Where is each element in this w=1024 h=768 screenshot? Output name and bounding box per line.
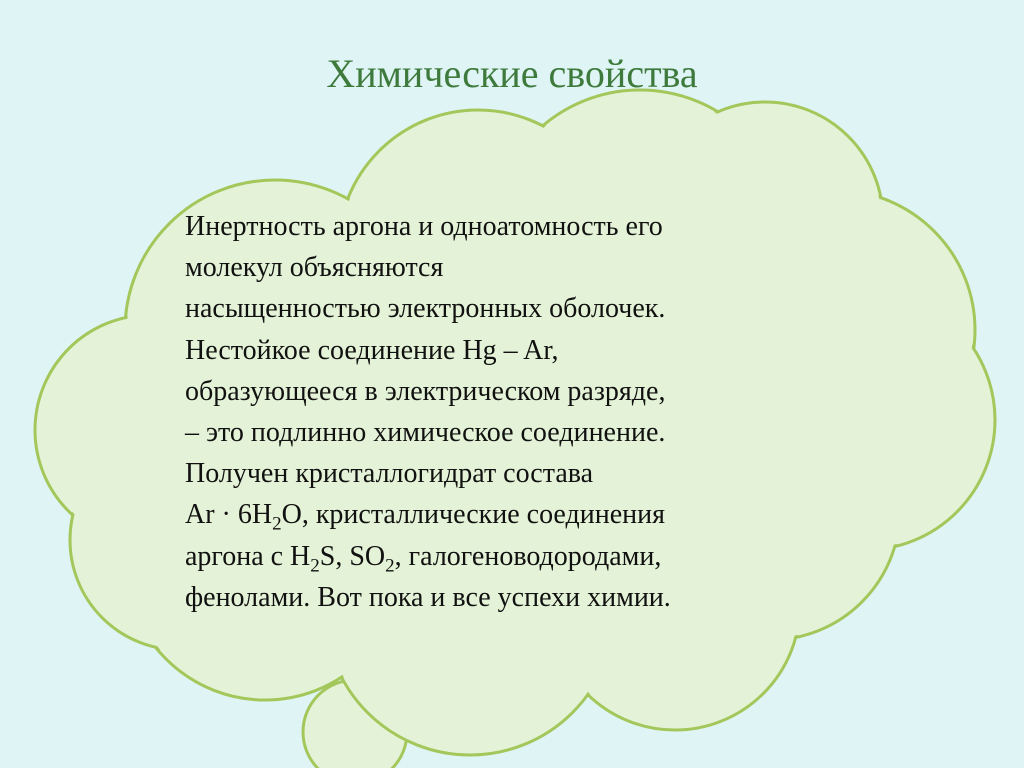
body-line: Инертность аргона и одноатомность его [185, 211, 663, 242]
body-line: образующееся в электрическом разряде, [185, 375, 666, 407]
formula-prefix: Ar · 6H [185, 499, 273, 531]
compounds-part1: аргона с H [185, 540, 311, 572]
body-line: насыщенностью электронных оболочек. [185, 293, 666, 325]
compounds-subscript-2: 2 [385, 555, 395, 577]
formula-line [185, 494, 825, 535]
body-line: – это подлинно химическое соединение. [185, 417, 666, 449]
formula-suffix: O, кристаллические соединения [281, 499, 665, 531]
body-line-last: фенолами. Вот пока и все успехи химии. [185, 581, 671, 613]
body-line: Получен кристаллогидрат состава [185, 458, 594, 490]
body-line: молекул объясняются [185, 252, 444, 284]
formula-subscript: 2 [272, 514, 282, 536]
slide-title: Химические свойства [326, 51, 698, 96]
compounds-subscript-1: 2 [310, 555, 320, 577]
body-line: Нестойкое соединение Hg – Ar, [185, 334, 559, 366]
compounds-part2: S, SO [319, 540, 386, 572]
body-text [185, 206, 825, 618]
compounds-part3: , галогеноводородами, [394, 540, 662, 572]
compounds-line [185, 536, 825, 577]
